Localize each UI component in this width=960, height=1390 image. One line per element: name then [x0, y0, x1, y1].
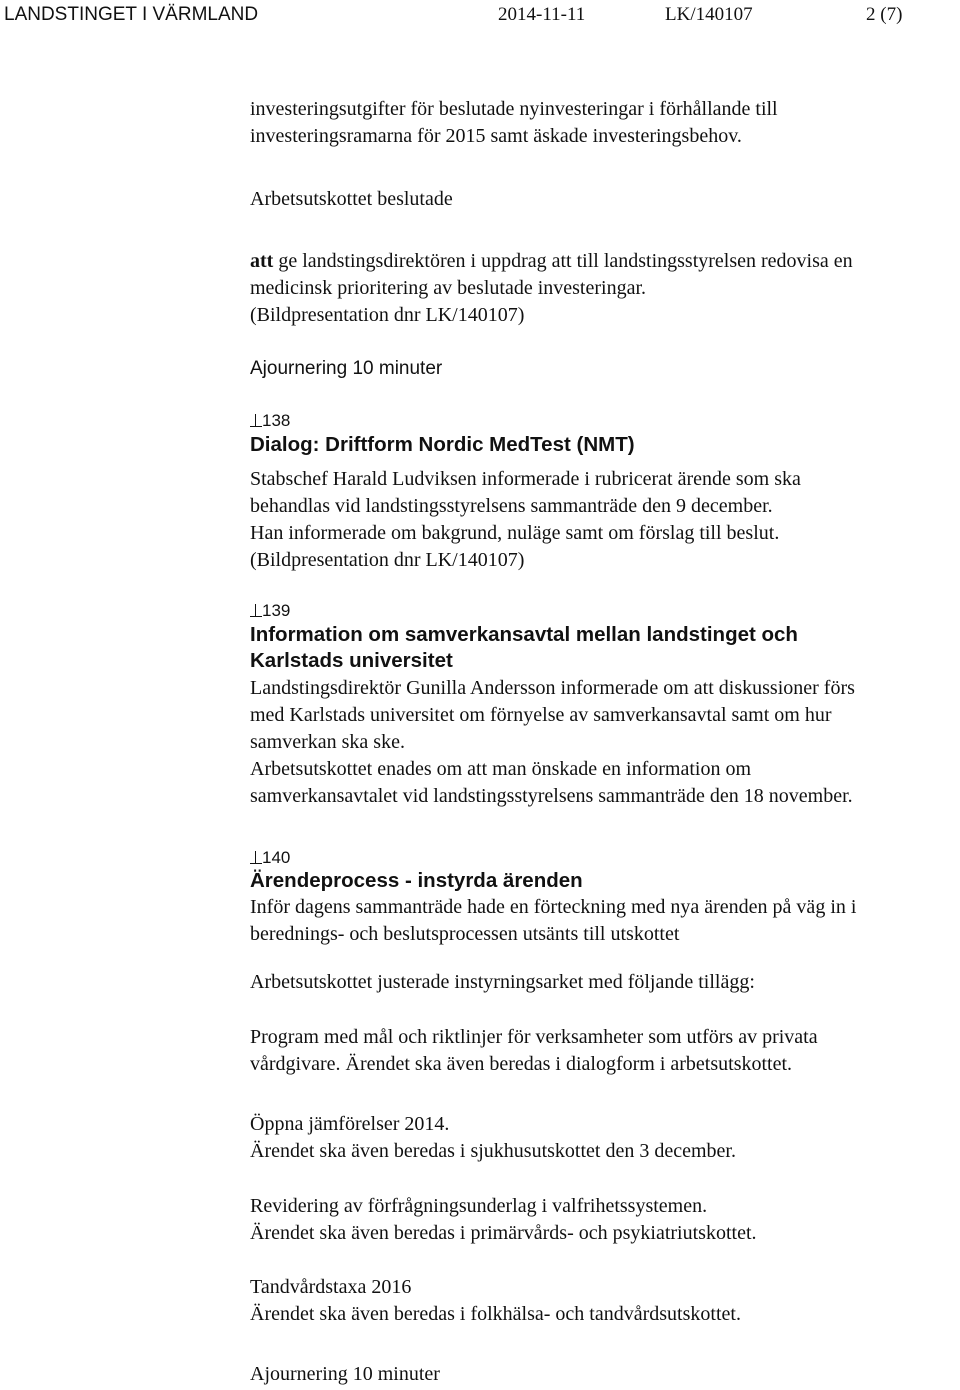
section-title: Dialog: Driftform Nordic MedTest (NMT) [250, 433, 635, 456]
section-body-line: Ärendet ska även beredas i primärvårds- och psykiatriutskottet. [250, 1222, 757, 1244]
section-body-line: Ärendet ska även beredas i sjukhusutskottet den 3 december. [250, 1140, 736, 1162]
att-clause-line-2: medicinsk prioritering av beslutade investeringar. [250, 277, 646, 299]
decision-heading: Arbetsutskottet beslutade [250, 188, 453, 210]
section-body-line: Program med mål och riktlinjer för verksamheter som utförs av privata [250, 1026, 818, 1048]
section-title: Ärendeprocess - instyrda ärenden [250, 869, 583, 892]
section-body-line: Landstingsdirektör Gunilla Andersson informerade om att diskussioner förs [250, 677, 855, 699]
intro-text-line-1: investeringsutgifter för beslutade nyinvesteringar i förhållande till [250, 98, 778, 120]
section-body-line: Han informerade om bakgrund, nuläge samt om förslag till beslut. [250, 522, 780, 544]
presentation-reference: (Bildpresentation dnr LK/140107) [250, 304, 525, 326]
section-body-line: med Karlstads universitet om förnyelse av samverkansavtal samt om hur [250, 704, 832, 726]
section-title: Information om samverkansavtal mellan landstinget och [250, 623, 798, 646]
intro-text-line-2: investeringsramarna för 2015 samt äskade investeringsbehov. [250, 125, 742, 147]
section-body-line: samverkansavtalet vid landstingsstyrelsens sammanträde den 18 november. [250, 785, 853, 807]
section-body-line: Öppna jämförelser 2014. [250, 1113, 450, 1135]
section-symbol-icon [250, 414, 262, 427]
att-clause-line-1 [250, 250, 853, 273]
section-body-line: behandlas vid landstingsstyrelsens sammanträde den 9 december. [250, 495, 773, 517]
section-body-line: Revidering av förfrågningsunderlag i valfrihetssystemen. [250, 1195, 708, 1217]
section-body-line: Ajournering 10 minuter [250, 1363, 440, 1385]
att-keyword: att [250, 250, 274, 272]
section-body-line: Tandvårdstaxa 2016 [250, 1276, 412, 1298]
section-body-line: Arbetsutskottet enades om att man önskade en information om [250, 758, 751, 780]
header-page-number: 2 (7) [866, 4, 903, 25]
section-number: 138 [262, 411, 291, 430]
section-body-line: berednings- och beslutsprocessen utsänts till utskottet [250, 923, 680, 945]
section-number: 140 [262, 848, 291, 867]
section-symbol-icon [250, 604, 262, 617]
header-date: 2014-11-11 [498, 4, 586, 25]
section-body-line: Ärendet ska även beredas i folkhälsa- och tandvårdsutskottet. [250, 1303, 741, 1325]
section-number: 139 [262, 601, 291, 620]
section-body-line: vårdgivare. Ärendet ska även beredas i dialogform i arbetsutskottet. [250, 1053, 793, 1075]
section-body-line: samverkan ska ske. [250, 731, 405, 753]
header-organization: LANDSTINGET I VÄRMLAND [4, 4, 259, 25]
att-clause-text: ge landstingsdirektören i uppdrag att till landstingsstyrelsen redovisa en [273, 250, 853, 272]
section-body-line: Arbetsutskottet justerade instyrningsarket med följande tillägg: [250, 971, 755, 993]
section-body-line: Stabschef Harald Ludviksen informerade i rubricerat ärende som ska [250, 468, 801, 490]
section-title: Karlstads universitet [250, 649, 453, 672]
header-reference: LK/140107 [665, 4, 753, 25]
section-body-line: Inför dagens sammanträde hade en förteckning med nya ärenden på väg in i [250, 896, 857, 918]
section-body-line: (Bildpresentation dnr LK/140107) [250, 549, 525, 571]
section-symbol-icon [250, 851, 262, 864]
adjournment-note: Ajournering 10 minuter [250, 358, 443, 379]
